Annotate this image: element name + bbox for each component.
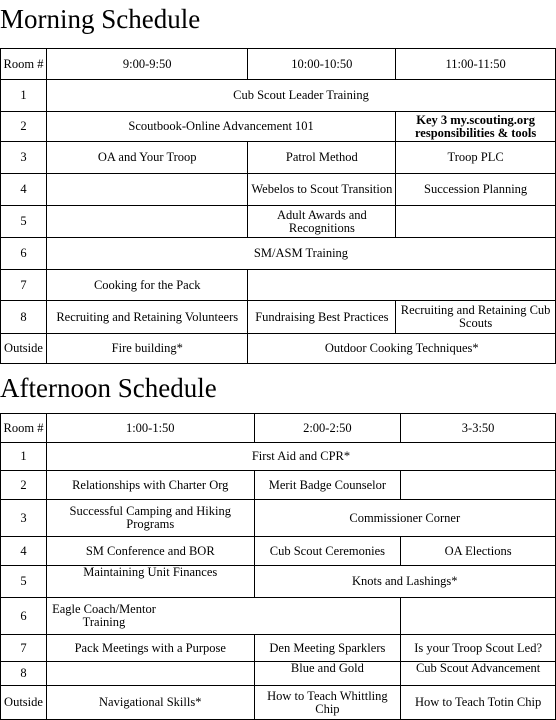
session-cell: Key 3 my.scouting.org responsibilities & tools: [396, 112, 556, 142]
room-number: 5: [1, 566, 47, 598]
session-cell: SM/ASM Training: [46, 238, 555, 270]
table-row: [1, 471, 556, 500]
session-cell: How to Teach Whittling Chip: [254, 686, 401, 720]
table-row: [1, 662, 556, 686]
room-number: 1: [1, 443, 47, 471]
room-number: Outside: [1, 686, 47, 720]
room-number: 7: [1, 270, 47, 301]
header-room: Room #: [1, 49, 47, 80]
session-cell: Merit Badge Counselor: [254, 471, 401, 500]
session-cell: Fundraising Best Practices: [248, 301, 396, 334]
session-cell: SM Conference and BOR: [46, 537, 254, 566]
session-cell: Outdoor Cooking Techniques*: [248, 334, 556, 364]
table-row: [1, 80, 556, 112]
room-number: 1: [1, 80, 47, 112]
table-header-row: [1, 414, 556, 443]
room-number: 3: [1, 500, 47, 537]
table-row: [1, 270, 556, 301]
room-number: 8: [1, 662, 47, 686]
header-slot-1: 1:00-1:50: [46, 414, 254, 443]
header-slot-2: 10:00-10:50: [248, 49, 396, 80]
session-cell: [248, 270, 556, 301]
session-cell: Maintaining Unit Finances: [46, 566, 254, 598]
session-label: Eagle Coach/Mentor Training: [52, 602, 156, 629]
session-cell: Commissioner Corner: [254, 500, 555, 537]
session-cell: OA Elections: [401, 537, 556, 566]
header-slot-2: 2:00-2:50: [254, 414, 401, 443]
session-cell: OA and Your Troop: [46, 142, 248, 174]
table-header-row: [1, 49, 556, 80]
session-cell: Patrol Method: [248, 142, 396, 174]
session-cell: How to Teach Totin Chip: [401, 686, 556, 720]
table-row: [1, 686, 556, 720]
room-number: 8: [1, 301, 47, 334]
session-cell: [46, 598, 400, 635]
session-cell: Relationships with Charter Org: [46, 471, 254, 500]
session-cell: [401, 598, 556, 635]
session-cell: [46, 174, 248, 206]
session-cell: Den Meeting Sparklers: [254, 635, 401, 662]
session-cell: Cooking for the Pack: [46, 270, 248, 301]
session-cell: Blue and Gold: [254, 662, 401, 686]
session-cell: [46, 206, 248, 238]
table-row: [1, 537, 556, 566]
header-slot-3: 3-3:50: [401, 414, 556, 443]
room-number: 4: [1, 174, 47, 206]
room-number: 6: [1, 238, 47, 270]
room-number: 2: [1, 112, 47, 142]
session-cell: Succession Planning: [396, 174, 556, 206]
session-cell: Webelos to Scout Transition: [248, 174, 396, 206]
session-cell: Cub Scout Ceremonies: [254, 537, 401, 566]
table-row: [1, 301, 556, 334]
room-number: 5: [1, 206, 47, 238]
header-slot-1: 9:00-9:50: [46, 49, 248, 80]
session-cell: First Aid and CPR*: [46, 443, 555, 471]
session-cell: Pack Meetings with a Purpose: [46, 635, 254, 662]
table-row: [1, 635, 556, 662]
table-row: [1, 206, 556, 238]
session-cell: [401, 471, 556, 500]
session-cell: Adult Awards and Recognitions: [248, 206, 396, 238]
session-cell: Cub Scout Leader Training: [46, 80, 555, 112]
morning-schedule-title: Morning Schedule: [0, 4, 201, 34]
afternoon-schedule-title: Afternoon Schedule: [0, 373, 217, 403]
table-row: [1, 598, 556, 635]
table-row: [1, 443, 556, 471]
table-row: [1, 566, 556, 598]
session-cell: Recruiting and Retaining Cub Scouts: [396, 301, 556, 334]
table-row: [1, 174, 556, 206]
session-cell: Is your Troop Scout Led?: [401, 635, 556, 662]
afternoon-schedule-table: [0, 413, 556, 720]
session-cell: Troop PLC: [396, 142, 556, 174]
session-cell: Recruiting and Retaining Volunteers: [46, 301, 248, 334]
session-cell: Knots and Lashings*: [254, 566, 555, 598]
table-row: [1, 238, 556, 270]
room-number: 6: [1, 598, 47, 635]
header-room: Room #: [1, 414, 47, 443]
session-cell: Cub Scout Advancement: [401, 662, 556, 686]
room-number: 4: [1, 537, 47, 566]
table-row: [1, 142, 556, 174]
session-cell: [396, 206, 556, 238]
room-number: 7: [1, 635, 47, 662]
session-cell: Navigational Skills*: [46, 686, 254, 720]
session-cell: Scoutbook-Online Advancement 101: [46, 112, 395, 142]
table-row: [1, 334, 556, 364]
session-cell: [46, 662, 254, 686]
morning-schedule-table: [0, 48, 556, 364]
session-cell: Fire building*: [46, 334, 248, 364]
table-row: [1, 500, 556, 537]
table-row: [1, 112, 556, 142]
room-number: 2: [1, 471, 47, 500]
room-number: Outside: [1, 334, 47, 364]
header-slot-3: 11:00-11:50: [396, 49, 556, 80]
room-number: 3: [1, 142, 47, 174]
session-cell: Successful Camping and Hiking Programs: [46, 500, 254, 537]
